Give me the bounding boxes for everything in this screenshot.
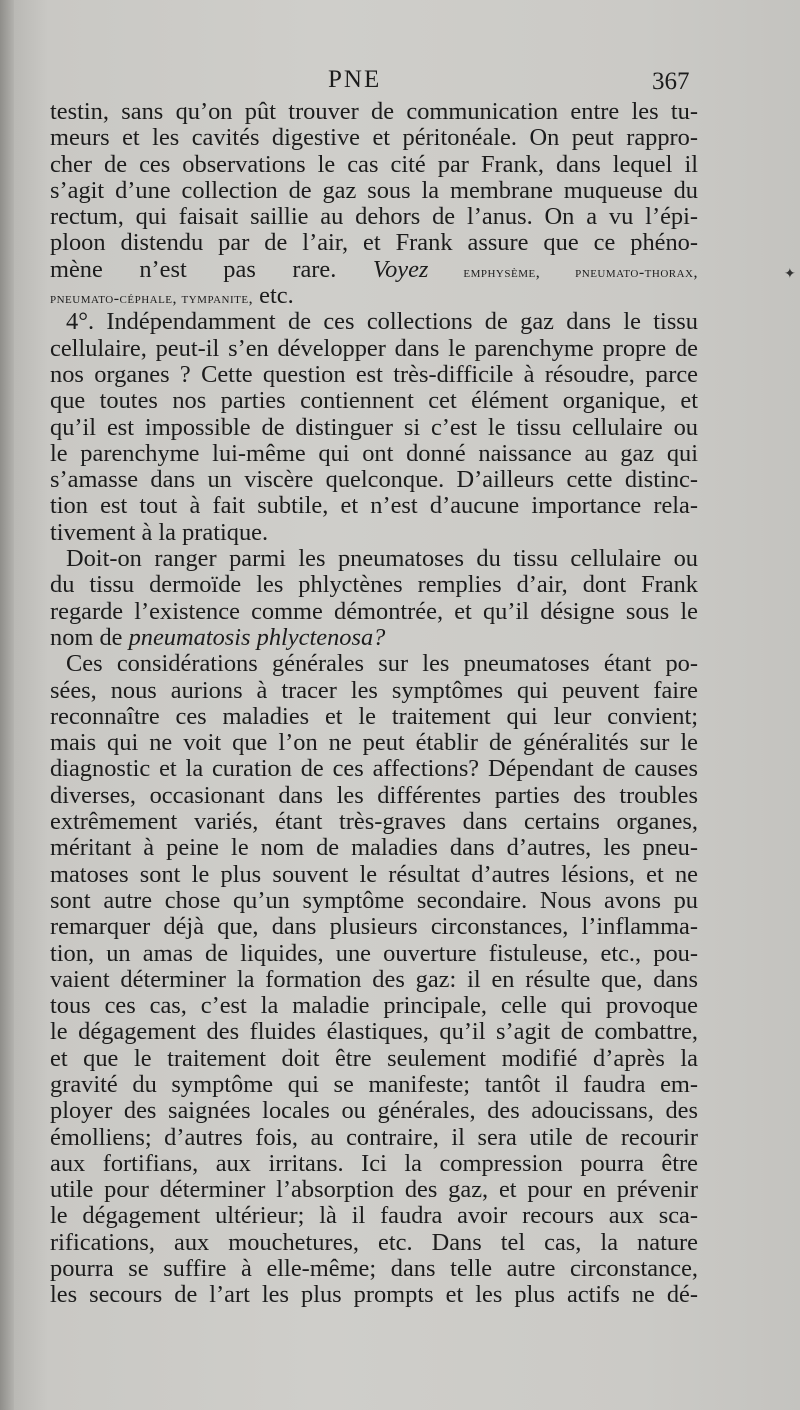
text-span: 4°. Indépendamment de ces collections de gaz dans le tissu: [66, 309, 698, 336]
text-span: pneumatosis phlyctenosa?: [128, 624, 386, 651]
text-line: [50, 1203, 698, 1229]
text-line: [50, 1019, 698, 1045]
text-line: [50, 388, 698, 414]
running-head-title: PNE: [328, 66, 382, 93]
text-span: vaient déterminer la formation des gaz: il en résulte que, dans: [50, 966, 698, 993]
text-line: [50, 415, 698, 441]
text-line: [50, 967, 698, 993]
text-span: tous ces cas, c’est la maladie principale, celle qui provoque: [50, 993, 698, 1020]
text-line: [50, 572, 698, 598]
text-span: emphysème, pneumato-thorax,: [428, 263, 698, 281]
text-span: tion, un amas de liquides, une ouverture fistuleuse, etc., pou-: [50, 940, 698, 967]
text-line: [50, 257, 698, 283]
text-line: [50, 862, 698, 888]
text-line: [50, 441, 698, 467]
text-line: [50, 914, 698, 940]
text-span: le dégagement des fluides élastiques, qu’il s’agit de combattre,: [50, 1019, 698, 1046]
text-span: cellulaire, peut-il s’en développer dans le parenchyme propre de: [50, 335, 698, 362]
text-span: diagnostic et la curation de ces affections? Dépendant de causes: [50, 756, 698, 783]
text-line: [50, 546, 698, 572]
text-span: regarde l’existence comme démontrée, et qu’il désigne sous le: [50, 598, 698, 625]
text-span: ployer des saignées locales ou générales, des adoucissans, des: [50, 1098, 698, 1125]
text-span: testin, sans qu’on pût trouver de communication entre les tu-: [50, 99, 698, 125]
text-line: [50, 283, 698, 309]
text-line: [50, 756, 698, 782]
text-line: [50, 809, 698, 835]
text-span: sées, nous aurions à tracer les symptômes qui peuvent faire: [50, 677, 698, 704]
text-line: [50, 493, 698, 519]
text-line: [50, 625, 698, 651]
text-line: [50, 125, 698, 151]
text-span: etc.: [253, 283, 294, 310]
text-span: Doit-on ranger parmi les pneumatoses du tissu cellulaire ou: [66, 546, 698, 573]
text-span: mène n’est pas rare.: [50, 256, 373, 283]
text-span: les secours de l’art les plus prompts et les plus actifs ne dé-: [50, 1282, 698, 1309]
text-line: [50, 783, 698, 809]
text-span: cher de ces observations le cas cité par Frank, dans lequel il: [50, 151, 698, 178]
text-line: [50, 362, 698, 388]
text-span: diverses, occasionant dans les différentes parties des troubles: [50, 782, 698, 809]
text-line: [50, 1125, 698, 1151]
text-span: rifications, aux mouchetures, etc. Dans tel cas, la nature: [50, 1229, 698, 1256]
text-span: nom de: [50, 624, 129, 651]
text-line: [50, 99, 698, 125]
text-span: s’agit d’une collection de gaz sous la membrane muqueuse du: [50, 177, 698, 204]
text-line: [50, 704, 698, 730]
text-span: aux fortifians, aux irritans. Ici la compression pourra être: [50, 1150, 698, 1177]
text-span: Ces considérations générales sur les pneumatoses étant po-: [66, 651, 698, 678]
text-span: extrêmement variés, étant très-graves dans certains organes,: [50, 809, 698, 836]
text-span: tivement à la pratique.: [50, 519, 269, 546]
text-line: [50, 730, 698, 756]
text-span: du tissu dermoïde les phlyctènes remplies d’air, dont Frank: [50, 572, 698, 599]
text-line: [50, 309, 698, 335]
text-line: [50, 993, 698, 1019]
text-span: méritant à peine le nom de maladies dans d’autres, les pneu-: [50, 835, 698, 862]
text-span: et que le traitement doit être seulement modifié d’après la: [50, 1045, 698, 1072]
text-line: [50, 1256, 698, 1282]
text-line: [50, 888, 698, 914]
text-line: [50, 1046, 698, 1072]
text-line: [50, 1072, 698, 1098]
text-line: [50, 1151, 698, 1177]
text-span: rectum, qui faisait saillie au dehors de l’anus. On a vu l’épi-: [50, 204, 698, 231]
text-span: sont autre chose qu’un symptôme secondaire. Nous avons pu: [50, 887, 698, 914]
text-span: reconnaître ces maladies et le traitement qui leur convient;: [50, 703, 698, 730]
text-span: le parenchyme lui-même qui ont donné naissance au gaz qui: [50, 440, 698, 467]
text-span: émolliens; d’autres fois, au contraire, il sera utile de recourir: [50, 1124, 698, 1151]
text-span: pourra se suffire à elle-même; dans telle autre circonstance,: [50, 1256, 698, 1283]
text-span: mais qui ne voit que l’on ne peut établir de généralités sur le: [50, 730, 698, 757]
text-line: [50, 599, 698, 625]
text-line: [50, 520, 698, 546]
text-line: [50, 941, 698, 967]
text-line: [50, 178, 698, 204]
text-line: [50, 1098, 698, 1124]
text-line: [50, 1282, 698, 1308]
text-line: [50, 152, 698, 178]
page-number: 367: [652, 68, 690, 95]
running-head: [0, 66, 800, 96]
text-span: utile pour déterminer l’absorption des gaz, et pour en prévenir: [50, 1177, 698, 1204]
margin-mark: ✦: [784, 266, 796, 282]
text-line: [50, 230, 698, 256]
text-span: Voyez: [372, 256, 429, 283]
text-span: nos organes ? Cette question est très-difficile à résoudre, parce: [50, 361, 698, 388]
text-span: remarquer déjà que, dans plusieurs circonstances, l’inflamma-: [50, 914, 698, 941]
text-span: qu’il est impossible de distinguer si c’est le tissu cellulaire ou: [50, 414, 698, 441]
text-line: [50, 835, 698, 861]
text-span: matoses sont le plus souvent le résultat d’autres lésions, et ne: [50, 861, 698, 888]
text-line: [50, 1230, 698, 1256]
text-line: [50, 467, 698, 493]
text-span: ploon distendu par de l’air, et Frank assure que ce phéno-: [50, 230, 698, 257]
text-line: [50, 678, 698, 704]
text-span: gravité du symptôme qui se manifeste; tantôt il faudra em-: [50, 1071, 698, 1098]
text-span: le dégagement ultérieur; là il faudra avoir recours aux sca-: [50, 1203, 698, 1230]
text-span: s’amasse dans un viscère quelconque. D’ailleurs cette distinc-: [50, 467, 698, 494]
text-line: [50, 204, 698, 230]
text-line: [50, 651, 698, 677]
text-span: meurs et les cavités digestive et péritonéale. On peut rappro-: [50, 125, 698, 152]
text-span: pneumato-céphale, tympanite,: [50, 290, 254, 308]
text-line: [50, 1177, 698, 1203]
text-span: que toutes nos parties contiennent cet élément organique, et: [50, 388, 698, 415]
text-span: tion est tout à fait subtile, et n’est d’aucune importance rela-: [50, 493, 698, 520]
body-text: [50, 99, 698, 1309]
page-spine-shadow: [0, 0, 14, 1410]
text-line: [50, 336, 698, 362]
